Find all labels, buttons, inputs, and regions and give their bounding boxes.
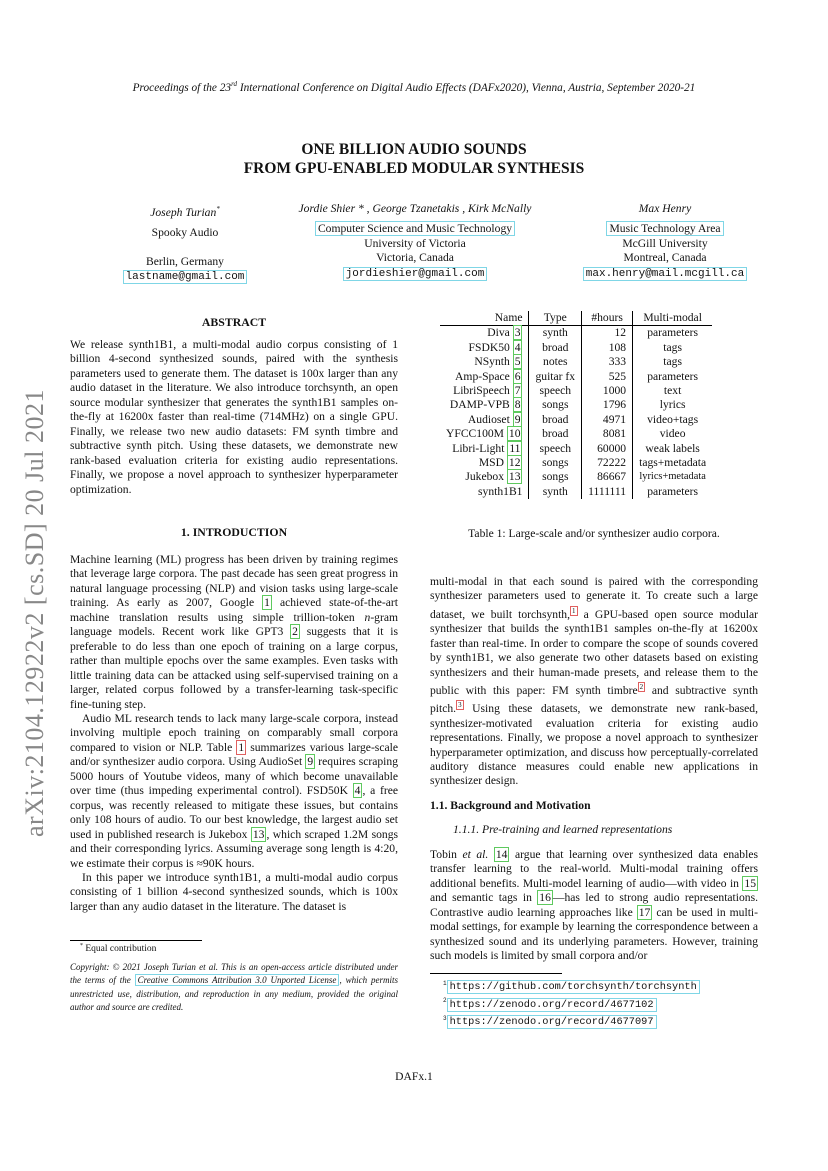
cell-hours: 8081 — [582, 427, 633, 441]
citation-link[interactable]: 4 — [514, 340, 521, 354]
table-ref-link[interactable]: 1 — [238, 740, 245, 754]
title-line-2: FROM GPU-ENABLED MODULAR SYNTHESIS — [243, 160, 585, 177]
table-row — [440, 413, 712, 427]
citation-link[interactable]: 4 — [354, 784, 361, 798]
cell-type: broad — [529, 413, 582, 427]
cell-type: notes — [529, 355, 582, 369]
cell-hours: 108 — [582, 341, 633, 355]
author-block-2 — [290, 202, 540, 281]
cell-hours: 72222 — [582, 456, 633, 470]
cell-hours: 86667 — [582, 470, 633, 484]
title-line-1: ONE BILLION AUDIO SOUNDS — [301, 141, 527, 158]
citation-link[interactable]: 9 — [307, 755, 314, 769]
citation-link[interactable]: 13 — [508, 470, 521, 484]
cell-multimodal: lyrics — [633, 398, 713, 412]
affiliation-link[interactable]: Computer Science and Music Technology — [315, 221, 515, 236]
citation-link[interactable]: 13 — [252, 827, 265, 841]
cell-name: Amp-Space 6 — [455, 369, 521, 383]
table-row — [440, 370, 712, 384]
author-university: University of Victoria — [364, 236, 466, 250]
author-email-link[interactable]: lastname@gmail.com — [123, 270, 248, 284]
affiliation-link[interactable]: Music Technology Area — [606, 221, 723, 236]
page-number: DAFx.1 — [395, 1070, 433, 1083]
cell-multimodal: tags — [633, 341, 713, 355]
cell-name: MSD 12 — [478, 456, 521, 470]
citation-link[interactable]: 16 — [539, 891, 551, 905]
intro-paragraph: In this paper we introduce synth1B1, a multi-modal audio corpus consisting of 1 billion 4-second synthesized sounds, which is 100x larger than any audio dataset in the literature. The dataset is — [70, 870, 398, 913]
footnotes-right — [443, 977, 700, 1029]
citation-link[interactable]: 9 — [514, 412, 521, 426]
cell-hours: 333 — [582, 355, 633, 369]
intro-body — [70, 553, 398, 914]
author-location: Montreal, Canada — [623, 251, 707, 265]
intro-paragraph: Machine learning (ML) progress has been driven by training regimes that leverage large corpora. The past decade has seen great progress in natural language processing (NLP) and vision tasks using large-scale training. As early as 2007, Google 1 achieved state-of-the-art machine translation results using simple trillion-token n-gram language models. Recent work like GPT3 2 suggests that it is preferable to do less than one epoch of training on a large corpus, rather than multiple epochs over the same examples. Even tasks with little training data can be attacked using self-supervised training on a larger, related corpus followed by a transfer-learning task-specific fine-tuning step. — [70, 553, 398, 711]
footnote-ref[interactable]: 1 — [572, 606, 576, 615]
cell-type: synth — [529, 326, 582, 341]
author-location: Berlin, Germany — [146, 254, 224, 268]
corpora-table — [440, 311, 712, 499]
body-paragraph: multi-modal in that each sound is paired with the corresponding synthesizer parameters used to generate it. To create such a large dataset, we built torchsynth, $^1$ a GPU-based open source modular synthesizer that builds the synth1B1 samples on-the-fly at 16200x faster than real-time. In order to compare the scope of sounds covered by synth1B1, we also generate two other datasets based on existing synthesizers and their human-made presets, and release them to the public with this paper: FM synth timbre $^2$ and subtractive synth pitch. $^3$ Using these datasets, we demonstrate new rank-based, synthesizer-motivated evaluation criteria for existing audio representations. Finally, we propose a novel approach to synthesizer hyperparameter optimization, and discuss how perceptually-correlated auditory distance measures could enable new applications in synthesizer design. — [430, 575, 758, 788]
cell-type: songs — [529, 470, 582, 484]
footnote-ref[interactable]: 3 — [458, 701, 462, 710]
footnote-2: $^2$ https://zenodo.org/record/4677102 — [443, 994, 700, 1011]
citation-link[interactable]: 5 — [514, 355, 521, 369]
cell-multimodal: video+tags — [633, 413, 713, 427]
author-block-3 — [565, 202, 765, 281]
citation-link[interactable]: 2 — [292, 625, 298, 639]
table-row — [440, 355, 712, 369]
footnote-3: $^3$ https://zenodo.org/record/4677097 — [443, 1012, 700, 1029]
paper-title — [100, 140, 728, 178]
subsection-heading: 1.1.1. Pre-training and learned representations — [453, 823, 673, 836]
cell-name: Audioset 9 — [467, 412, 521, 426]
footnote-rule — [70, 940, 202, 941]
cell-name: DAMP-VPB 8 — [449, 398, 521, 412]
cell-hours: 1796 — [582, 398, 633, 412]
cell-name: Libri-Light 11 — [452, 441, 521, 455]
table-row — [440, 470, 712, 484]
body-paragraph: Tobin et al. 14 argue that learning over synthesized data enables transfer learning to the real-world. Multi-modal training offers additional benefits. Multi-model learning of audio—with video in 15 and semantic tags in 16 —has led to strong audio representations. Contrastive audio learning approaches like 17 can be used in multi-modal settings, for example by learning the correspondence between a synthesized sound and its underlying parameters. However, training such models is limited by small corpora and/or — [430, 848, 759, 963]
cell-multimodal: lyrics+metadata — [633, 470, 713, 484]
col-header-multimodal: Multi-modal — [633, 311, 713, 326]
author-block-1 — [100, 202, 270, 285]
footnote-rule — [430, 973, 562, 974]
table-row — [440, 384, 712, 398]
license-link[interactable]: Creative Commons Attribution 3.0 Unported License — [135, 974, 340, 986]
col-header-type: Type — [529, 311, 582, 326]
table-header-row — [440, 311, 712, 326]
author-name: Max Henry — [638, 202, 692, 215]
author-university: McGill University — [622, 236, 708, 250]
cell-multimodal: parameters — [633, 485, 713, 499]
table-row — [440, 456, 712, 470]
footnote-ref[interactable]: 2 — [639, 683, 644, 692]
conference-header: Proceedings of the 23rd International Conference on Digital Audio Effects (DAFx2020), Vienna, Austria, September 2020-21 — [132, 80, 696, 94]
table-caption: Table 1: Large-scale and/or synthesizer audio corpora. — [468, 527, 720, 540]
cell-multimodal: text — [633, 384, 713, 398]
cell-multimodal: tags — [633, 355, 713, 369]
citation-link[interactable]: 8 — [514, 398, 521, 412]
citation-link[interactable]: 10 — [508, 427, 521, 441]
cell-multimodal: tags+metadata — [633, 456, 713, 470]
author-email-link[interactable]: max.henry@mail.mcgill.ca — [583, 267, 747, 281]
cell-type: speech — [529, 384, 582, 398]
citation-link[interactable]: 1 — [264, 596, 270, 610]
cell-multimodal: parameters — [633, 326, 713, 341]
cell-hours: 1000 — [582, 384, 633, 398]
citation-link[interactable]: 14 — [495, 848, 508, 861]
cell-hours: 1111111 — [582, 485, 633, 499]
footnote-url-link[interactable]: https://github.com/torchsynth/torchsynth — [447, 980, 700, 994]
cell-type: songs — [529, 398, 582, 412]
arxiv-side-label: arXiv:2104.12922v2 [cs.SD] 20 Jul 2021 — [20, 389, 49, 837]
cell-type: broad — [529, 427, 582, 441]
footnote-equal: * Equal contribution — [80, 943, 157, 955]
citation-link[interactable]: 6 — [514, 369, 521, 383]
cell-multimodal: video — [633, 427, 713, 441]
cell-type: guitar fx — [529, 370, 582, 384]
abstract-heading: ABSTRACT — [201, 315, 267, 329]
table-row — [440, 485, 712, 499]
cell-type: synth — [529, 485, 582, 499]
cell-multimodal: parameters — [633, 370, 713, 384]
cell-name: NSynth 5 — [474, 355, 521, 369]
footnote-url-link[interactable]: https://zenodo.org/record/4677097 — [447, 1015, 657, 1029]
abstract-text: We release synth1B1, a multi-modal audio corpus consisting of 1 billion 4-second synthesized sounds, paired with the synthesis parameters used to generate them. The dataset is 100x larger than any audio dataset in the literature. We also introduce torchsynth, an open source modular synthesizer that generates the synth1B1 samples on-the-fly at 16200x faster than real-time (714MHz) on a single GPU. Finally, we release two new audio datasets: FM synth timbre and subtractive synth pitch. Using these datasets, we demonstrate new rank-based evaluation criteria for existing audio representations. Finally, we propose a novel approach to synthesizer hyperparameter optimization. — [70, 338, 398, 496]
table-row — [440, 341, 712, 355]
citation-link[interactable]: 11 — [509, 441, 521, 455]
cell-hours: 525 — [582, 370, 633, 384]
cell-name: YFCC100M 10 — [446, 427, 521, 441]
cell-name: Jukebox 13 — [465, 470, 521, 484]
footnote-1: $^1$ https://github.com/torchsynth/torchsynth — [443, 977, 700, 994]
table-row — [440, 398, 712, 412]
table-row — [440, 427, 712, 441]
cell-type: songs — [529, 456, 582, 470]
cell-hours: 4971 — [582, 413, 633, 427]
cell-type: speech — [529, 442, 582, 456]
author-affiliation: Spooky Audio — [151, 226, 219, 240]
cell-name: FSDK50 4 — [468, 340, 521, 354]
author-location: Victoria, Canada — [376, 251, 454, 265]
right-body — [430, 575, 758, 789]
citation-link[interactable]: 17 — [638, 905, 651, 919]
table-row — [440, 326, 712, 341]
citation-link[interactable]: 15 — [744, 876, 756, 890]
cell-multimodal: weak labels — [633, 442, 713, 456]
citation-link[interactable]: 12 — [508, 456, 521, 470]
cell-hours: 60000 — [582, 442, 633, 456]
cell-name: LibriSpeech 7 — [453, 384, 521, 398]
copyright-notice: Copyright: © 2021 Joseph Turian et al. This is an open-access article distributed under the terms of the Creative Commons Attribution 3.0 Unported License , which permits unrestricted use, distribution, and reproduction in any medium, provided the original author and source are credited. — [70, 962, 399, 1013]
section-heading: 1.1. Background and Motivation — [430, 799, 591, 812]
citation-link[interactable]: 3 — [514, 326, 521, 340]
col-header-name: Name — [440, 311, 529, 326]
cell-hours: 12 — [582, 326, 633, 341]
author-names: Jordie Shier * , George Tzanetakis , Kirk McNally — [298, 202, 532, 215]
author-email-link[interactable]: jordieshier@gmail.com — [343, 267, 488, 281]
intro-paragraph: Audio ML research tends to lack many large-scale corpora, instead involving multiple epoch training on comparably small corpora compared to vision or NLP. Table 1 summarizes various large-scale and/or synthesizer audio corpora. Using AudioSet 9 requires scraping 5000 hours of Youtube videos, many of which become unavailable over time (thus impeding experimental control). FSD50K 4 , a free corpus, was recently released to mitigate these issues, but contains only 108 hours of audio. To our best knowledge, the largest audio set used in published research is Jukebox 13 , which scraped 1.2M songs and their corresponding lyrics. Assuming average song length is 4:20, we estimate their corpus is ≈90K hours. — [70, 711, 399, 870]
citation-link[interactable]: 7 — [514, 384, 521, 398]
right-body-2 — [430, 848, 758, 964]
intro-heading: 1. INTRODUCTION — [180, 525, 288, 539]
col-header-hours: #hours — [582, 311, 633, 326]
cell-name: Diva 3 — [487, 326, 521, 340]
footnote-url-link[interactable]: https://zenodo.org/record/4677102 — [447, 998, 657, 1012]
author-name: Joseph Turian* — [150, 205, 220, 219]
cell-type: broad — [529, 341, 582, 355]
table-row — [440, 442, 712, 456]
cell-name: synth1B1 — [478, 484, 523, 498]
